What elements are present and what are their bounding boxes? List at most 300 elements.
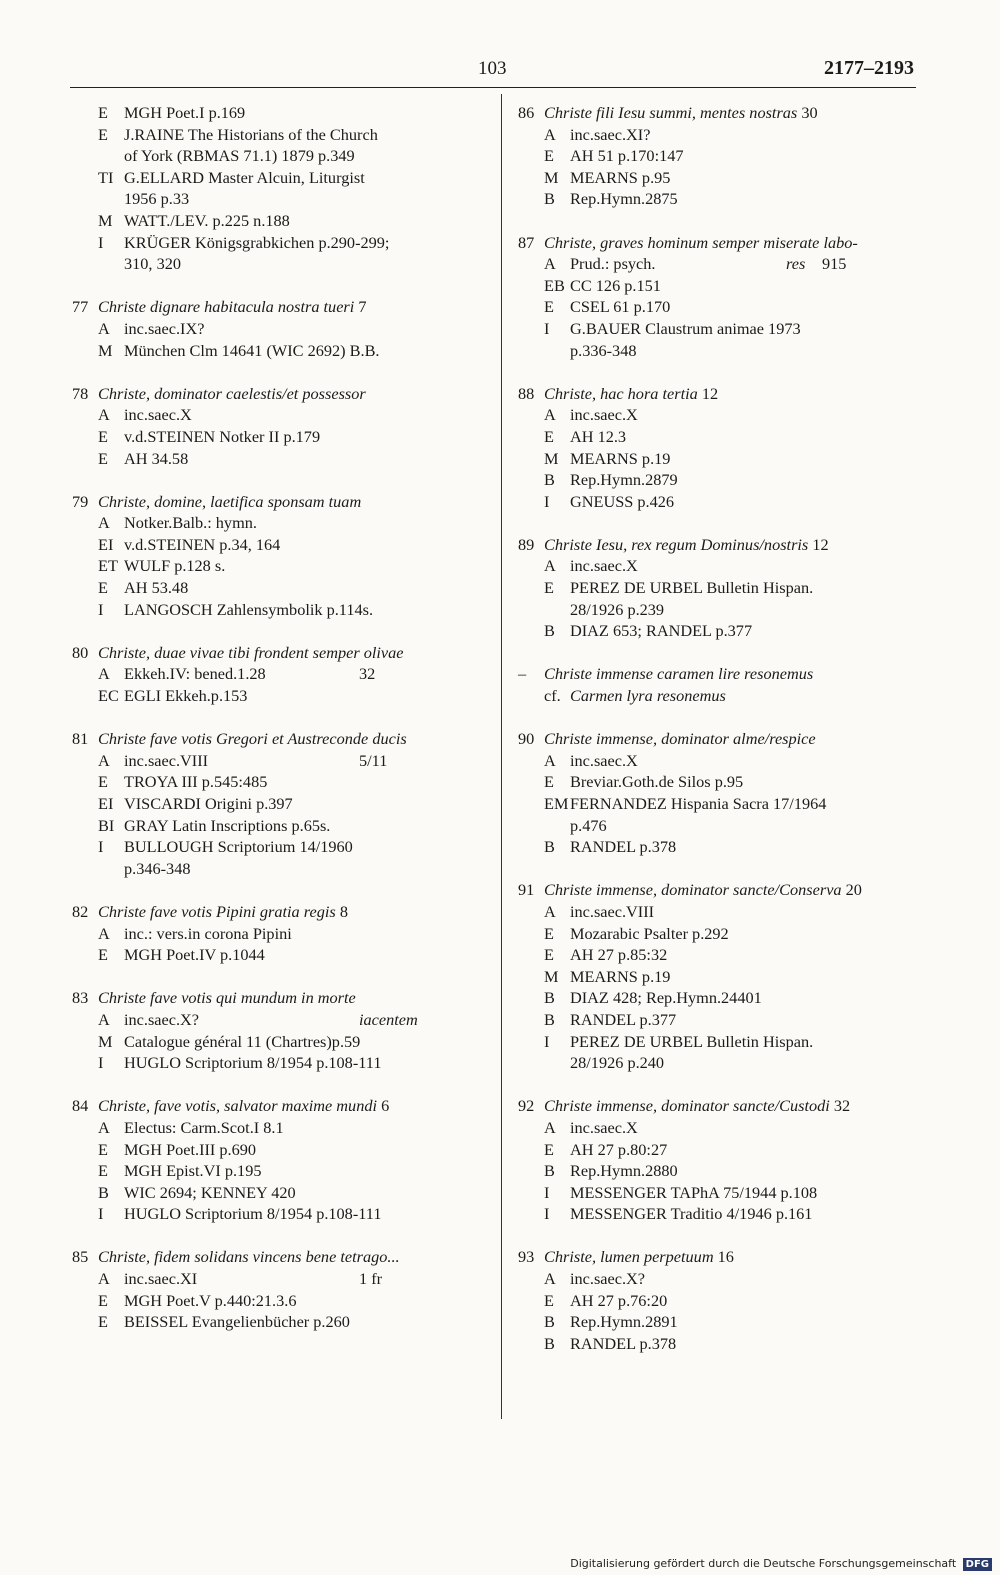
entry-number: 88 [518, 383, 535, 403]
reference-tag: M [98, 1031, 113, 1051]
reference-tag: I [544, 318, 550, 338]
reference-tag: E [544, 426, 554, 446]
reference-tag: E [544, 1290, 554, 1310]
reference-tag: E [98, 124, 108, 144]
catalog-entry [72, 901, 482, 966]
reference-line [518, 836, 918, 858]
reference-text: MEARNS p.95 [570, 167, 671, 187]
reference-tag: M [544, 966, 559, 986]
side-note: 1 fr [359, 1269, 383, 1289]
incipit-title: Christe immense caramen lire resonemus [544, 664, 814, 684]
verse-count: 32 [833, 1096, 851, 1116]
entry-number: 83 [72, 988, 89, 1008]
reference-text: inc.saec.X [570, 405, 638, 425]
reference-text: WIC 2694; KENNEY 420 [124, 1182, 296, 1202]
reference-line [72, 404, 482, 426]
reference-tag: A [544, 1117, 556, 1137]
incipit-title: Christe, lumen perpetuum [544, 1247, 714, 1267]
reference-text: inc.saec.X? [124, 1009, 200, 1029]
reference-tag [518, 340, 570, 362]
reference-text: MGH Poet.I p.169 [124, 103, 246, 122]
reference-tag: E [98, 578, 108, 598]
entry-number: 92 [518, 1096, 535, 1116]
reference-tag: A [98, 664, 110, 684]
incipit-title: Christe immense, dominator sancte/Custodi [544, 1096, 830, 1116]
entry-heading [72, 1095, 482, 1117]
reference-line [72, 426, 482, 448]
reference-line [72, 858, 482, 880]
side-note: iacentem [359, 1009, 418, 1029]
reference-tag: E [98, 945, 108, 965]
reference-tag [518, 1052, 570, 1074]
reference-tag: M [98, 210, 113, 230]
reference-text: AH 34.58 [124, 448, 189, 468]
entry-number: 78 [72, 383, 89, 403]
reference-tag: E [98, 1312, 108, 1332]
reference-text: inc.saec.XI [124, 1269, 198, 1289]
reference-text: inc.saec.X [124, 405, 192, 425]
entry-range: 2177–2193 [824, 57, 914, 79]
entry-heading [72, 491, 482, 513]
reference-text: EGLI Ekkeh.p.153 [124, 686, 248, 706]
reference-line [518, 296, 918, 318]
incipit-title: Christe fave votis qui mundum in morte [98, 988, 356, 1008]
verse-count: 12 [812, 534, 829, 554]
catalog-entry [518, 232, 918, 362]
incipit-title: Christe immense, dominator sancte/Conserva [544, 880, 842, 900]
reference-line [72, 1160, 482, 1182]
side-note: res [786, 254, 806, 274]
reference-tag: I [98, 1204, 104, 1224]
reference-tag: E [544, 297, 554, 317]
catalog-entry [518, 728, 918, 858]
reference-text: WULF p.128 s. [124, 556, 226, 576]
reference-tag: ET [98, 556, 118, 576]
reference-tag: B [544, 837, 555, 857]
reference-text: inc.saec.IX? [124, 318, 205, 338]
entry-number: 84 [72, 1096, 89, 1116]
reference-text: MEARNS p.19 [570, 448, 671, 468]
reference-line [518, 188, 918, 210]
catalog-entry [518, 1246, 918, 1354]
reference-line [72, 534, 482, 556]
verse-count: 30 [801, 103, 818, 122]
entry-number: 89 [518, 534, 535, 554]
reference-line [72, 685, 482, 707]
entry-number: – [518, 664, 527, 684]
reference-tag: M [544, 167, 559, 187]
entry-heading [518, 663, 918, 685]
reference-line [518, 750, 918, 772]
reference-tag: A [98, 1009, 110, 1029]
reference-text: p.476 [570, 815, 607, 835]
side-note: 5/11 [359, 750, 388, 770]
entry-heading [72, 901, 482, 923]
reference-line [72, 793, 482, 815]
side-note: 32 [359, 664, 376, 684]
incipit-title: Christe, dominator caelestis/et possessor [98, 383, 366, 403]
reference-line [72, 1031, 482, 1053]
verse-count: 6 [381, 1096, 390, 1116]
reference-text: 310, 320 [124, 254, 181, 274]
reference-tag: EI [98, 534, 114, 554]
reference-line [518, 318, 918, 340]
entry-heading [518, 1246, 918, 1268]
verse-count: 12 [701, 383, 719, 403]
reference-tag: EI [98, 794, 114, 813]
reference-text: HUGLO Scriptorium 8/1954 p.108-111 [124, 1053, 382, 1073]
incipit-title: Christe fave votis Pipini gratia regis [98, 901, 336, 921]
reference-text: FERNANDEZ Hispania Sacra 17/1964 [570, 794, 827, 813]
left-column [72, 102, 482, 1354]
reference-line [518, 923, 918, 945]
reference-text: RANDEL p.377 [570, 1009, 677, 1029]
reference-tag: I [544, 491, 550, 511]
reference-tag: EM [544, 794, 569, 813]
reference-line [518, 1031, 918, 1053]
reference-tag: cf. [544, 686, 561, 706]
reference-line [72, 555, 482, 577]
catalog-entry [72, 491, 482, 621]
reference-text: HUGLO Scriptorium 8/1954 p.108-111 [124, 1204, 382, 1224]
reference-line [518, 275, 918, 297]
reference-line [518, 944, 918, 966]
incipit-title: Christe dignare habitacula nostra tueri [98, 297, 355, 317]
reference-tag: TI [98, 167, 114, 187]
incipit-title: Christe fave votis Gregori et Austreconde ducis [98, 729, 407, 749]
side-note-count: 915 [822, 254, 847, 274]
entry-number: 82 [72, 901, 89, 921]
reference-text: DIAZ 653; RANDEL p.377 [570, 621, 753, 641]
reference-tag: E [98, 103, 108, 122]
catalog-entry [518, 879, 918, 1073]
reference-tag: I [98, 837, 104, 857]
reference-line [72, 815, 482, 837]
reference-text: inc.: vers.in corona Pipini [124, 923, 292, 943]
dfg-logo: DFG [963, 1558, 992, 1571]
reference-text: MESSENGER TAPhA 75/1944 p.108 [570, 1182, 818, 1202]
reference-line [72, 167, 482, 189]
entry-number: 86 [518, 103, 535, 122]
catalog-entry [518, 102, 918, 210]
reference-text: of York (RBMAS 71.1) 1879 p.349 [124, 146, 355, 166]
reference-tag: A [98, 750, 110, 770]
reference-line [72, 923, 482, 945]
reference-text: GNEUSS p.426 [570, 491, 675, 511]
reference-tag: A [98, 318, 110, 338]
reference-line [518, 448, 918, 470]
reference-tag: M [544, 448, 559, 468]
reference-line [72, 750, 482, 772]
reference-line [72, 448, 482, 470]
reference-tag: E [98, 1290, 108, 1310]
entry-heading [518, 728, 918, 750]
incipit-title: Christe immense, dominator alme/respice [544, 729, 816, 749]
reference-line [518, 1117, 918, 1139]
reference-tag: B [544, 470, 555, 490]
reference-line [72, 318, 482, 340]
reference-text: DIAZ 428; Rep.Hymn.24401 [570, 988, 762, 1008]
reference-text: 28/1926 p.240 [570, 1053, 665, 1073]
reference-tag: I [98, 1053, 104, 1073]
reference-tag: I [98, 232, 104, 252]
reference-line [72, 1009, 482, 1031]
reference-tag: A [544, 901, 556, 921]
reference-line [518, 167, 918, 189]
reference-text: CC 126 p.151 [570, 275, 661, 295]
reference-text: AH 27 p.85:32 [570, 945, 668, 965]
reference-text: VISCARDI Origini p.397 [124, 794, 293, 813]
reference-line [72, 124, 482, 146]
reference-tag: E [98, 1161, 108, 1181]
catalog-entry [72, 102, 482, 275]
reference-line [72, 577, 482, 599]
reference-text: Rep.Hymn.2875 [570, 189, 678, 209]
entry-heading [518, 232, 918, 254]
reference-tag: A [544, 1269, 556, 1289]
reference-line [518, 124, 918, 146]
reference-tag: A [98, 513, 110, 533]
reference-tag: EB [544, 275, 565, 295]
reference-tag: A [544, 405, 556, 425]
reference-line [72, 771, 482, 793]
reference-text: MGH Poet.V p.440:21.3.6 [124, 1290, 297, 1310]
verse-count: 16 [717, 1247, 734, 1267]
reference-text: AH 27 p.76:20 [570, 1290, 668, 1310]
reference-text: CSEL 61 p.170 [570, 297, 671, 317]
reference-tag: E [98, 448, 108, 468]
entry-number: 93 [518, 1247, 535, 1267]
reference-line [72, 1182, 482, 1204]
reference-line [72, 1117, 482, 1139]
incipit-title: Christe, graves hominum semper miserate labo- [544, 232, 858, 252]
entry-heading [72, 642, 482, 664]
reference-text: Breviar.Goth.de Silos p.95 [570, 772, 744, 792]
reference-tag: B [544, 1333, 555, 1353]
reference-text: Mozarabic Psalter p.292 [570, 923, 729, 943]
reference-text: MGH Epist.VI p.195 [124, 1161, 262, 1181]
reference-line [518, 1333, 918, 1355]
reference-text: 28/1926 p.239 [570, 599, 665, 619]
reference-line [72, 1268, 482, 1290]
reference-line [72, 210, 482, 232]
reference-text: v.d.STEINEN Notker II p.179 [124, 426, 321, 446]
reference-text: inc.saec.X [570, 750, 638, 770]
reference-text: Catalogue général 11 (Chartres)p.59 [124, 1031, 361, 1051]
reference-text: inc.saec.X [570, 1117, 638, 1137]
reference-text: PEREZ DE URBEL Bulletin Hispan. [570, 578, 814, 598]
reference-tag: B [544, 1312, 555, 1332]
catalog-entry [518, 534, 918, 642]
reference-text: v.d.STEINEN p.34, 164 [124, 534, 281, 554]
reference-tag [518, 815, 570, 837]
reference-text: inc.saec.VIII [570, 901, 655, 921]
reference-line [518, 1290, 918, 1312]
reference-text: AH 12.3 [570, 426, 627, 446]
entry-heading [72, 987, 482, 1009]
reference-line [518, 253, 918, 275]
verse-count: 8 [339, 901, 348, 921]
reference-line [518, 1139, 918, 1161]
reference-tag: E [98, 772, 108, 792]
entry-heading [72, 383, 482, 405]
incipit-title: Christe, domine, laetifica sponsam tuam [98, 491, 362, 511]
reference-line [518, 404, 918, 426]
catalog-entry [72, 987, 482, 1073]
catalog-entry [518, 383, 918, 513]
reference-tag [72, 145, 124, 167]
reference-tag: B [98, 1182, 109, 1202]
catalog-entry [72, 1095, 482, 1225]
reference-tag: E [544, 945, 554, 965]
reference-text: PEREZ DE URBEL Bulletin Hispan. [570, 1031, 814, 1051]
reference-tag: A [544, 124, 556, 144]
reference-tag: B [544, 1009, 555, 1029]
reference-tag: A [98, 923, 110, 943]
entry-number: 80 [72, 642, 89, 662]
reference-text: Notker.Balb.: hymn. [124, 513, 257, 533]
reference-text: Carmen lyra resonemus [570, 686, 726, 706]
reference-tag [72, 858, 124, 880]
reference-tag [72, 253, 124, 275]
reference-text: Electus: Carm.Scot.I 8.1 [124, 1117, 284, 1137]
reference-tag: I [98, 599, 104, 619]
reference-line [518, 1268, 918, 1290]
incipit-title: Christe, fave votis, salvator maxime mundi [98, 1096, 378, 1116]
reference-text: G.ELLARD Master Alcuin, Liturgist [124, 167, 365, 187]
reference-line [518, 145, 918, 167]
reference-text: J.RAINE The Historians of the Church [124, 124, 378, 144]
reference-tag: I [544, 1031, 550, 1051]
reference-line [518, 966, 918, 988]
reference-tag: E [544, 1139, 554, 1159]
reference-tag: I [544, 1204, 550, 1224]
reference-tag: A [544, 254, 556, 274]
catalog-entry [72, 296, 482, 361]
reference-text: LANGOSCH Zahlensymbolik p.114s. [124, 599, 374, 619]
entry-number: 81 [72, 729, 89, 749]
reference-text: BULLOUGH Scriptorium 14/1960 [124, 837, 353, 857]
entry-heading [72, 1246, 482, 1268]
reference-tag: A [544, 750, 556, 770]
reference-text: G.BAUER Claustrum animae 1973 [570, 318, 801, 338]
reference-text: GRAY Latin Inscriptions p.65s. [124, 815, 331, 835]
reference-line [518, 491, 918, 513]
reference-line [518, 987, 918, 1009]
reference-text: TROYA III p.545:485 [124, 772, 268, 792]
reference-tag [72, 188, 124, 210]
reference-line [518, 1052, 918, 1074]
reference-tag: B [544, 1161, 555, 1181]
entry-heading [72, 728, 482, 750]
reference-text: Ekkeh.IV: bened.1.28 [124, 664, 266, 684]
incipit-title: Christe Iesu, rex regum Dominus/nostris [544, 534, 809, 554]
entry-heading [518, 102, 918, 124]
reference-line [72, 663, 482, 685]
reference-line [72, 599, 482, 621]
verse-count: 20 [845, 880, 862, 900]
reference-tag: BI [98, 815, 115, 835]
incipit-title: Christe, duae vivae tibi frondent semper olivae [98, 642, 404, 662]
reference-line [72, 145, 482, 167]
catalog-entry [72, 642, 482, 707]
reference-line [518, 577, 918, 599]
reference-tag: E [544, 923, 554, 943]
reference-tag: E [544, 772, 554, 792]
right-column [518, 102, 918, 1376]
reference-text: WATT./LEV. p.225 n.188 [124, 210, 290, 230]
reference-tag: A [98, 1269, 110, 1289]
reference-text: Rep.Hymn.2891 [570, 1312, 678, 1332]
reference-line [518, 620, 918, 642]
reference-text: AH 27 p.80:27 [570, 1139, 668, 1159]
reference-text: p.346-348 [124, 858, 191, 878]
reference-text: MGH Poet.III p.690 [124, 1139, 257, 1159]
reference-line [518, 771, 918, 793]
entry-number: 79 [72, 491, 89, 511]
column-divider [501, 94, 502, 1419]
reference-tag: A [98, 405, 110, 425]
reference-tag: E [98, 426, 108, 446]
reference-line [518, 599, 918, 621]
footer-text: Digitalisierung gefördert durch die Deutsche Forschungsgemeinschaft [570, 1557, 957, 1570]
reference-tag: E [98, 1139, 108, 1159]
verse-count: 7 [358, 297, 367, 317]
reference-text: MGH Poet.IV p.1044 [124, 945, 265, 965]
reference-line [72, 102, 482, 124]
reference-line [72, 1290, 482, 1312]
entry-number: 85 [72, 1247, 89, 1267]
reference-text: München Clm 14641 (WIC 2692) B.B. [124, 340, 380, 360]
entry-heading [72, 296, 482, 318]
entry-number: 77 [72, 297, 89, 317]
reference-line [72, 232, 482, 254]
reference-tag: E [544, 578, 554, 598]
reference-tag: B [544, 621, 555, 641]
reference-line [518, 1203, 918, 1225]
catalog-entry [72, 1246, 482, 1332]
reference-text: inc.saec.X? [570, 1269, 646, 1289]
incipit-title: Christe, hac hora tertia [544, 383, 698, 403]
entry-heading [518, 534, 918, 556]
reference-line [518, 1009, 918, 1031]
catalog-entry [518, 663, 918, 706]
reference-text: AH 53.48 [124, 578, 189, 598]
reference-text: BEISSEL Evangelienbücher p.260 [124, 1312, 350, 1332]
reference-line [518, 1311, 918, 1333]
reference-tag: E [544, 146, 554, 166]
entry-heading [518, 1095, 918, 1117]
reference-tag: A [544, 556, 556, 576]
reference-line [72, 1139, 482, 1161]
reference-text: RANDEL p.378 [570, 1333, 677, 1353]
reference-line [72, 1311, 482, 1333]
reference-tag: B [544, 988, 555, 1008]
reference-text: p.336-348 [570, 340, 637, 360]
reference-text: inc.saec.VIII [124, 750, 209, 770]
incipit-title: Christe fili Iesu summi, mentes nostras [544, 103, 798, 122]
entry-heading [518, 383, 918, 405]
reference-tag: M [98, 340, 113, 360]
footer-credit [570, 1557, 992, 1571]
reference-text: 1956 p.33 [124, 189, 190, 209]
reference-text: inc.saec.X [570, 556, 638, 576]
reference-line [518, 901, 918, 923]
reference-text: AH 51 p.170:147 [570, 146, 684, 166]
reference-line [518, 340, 918, 362]
reference-line [518, 426, 918, 448]
reference-tag: A [98, 1117, 110, 1137]
